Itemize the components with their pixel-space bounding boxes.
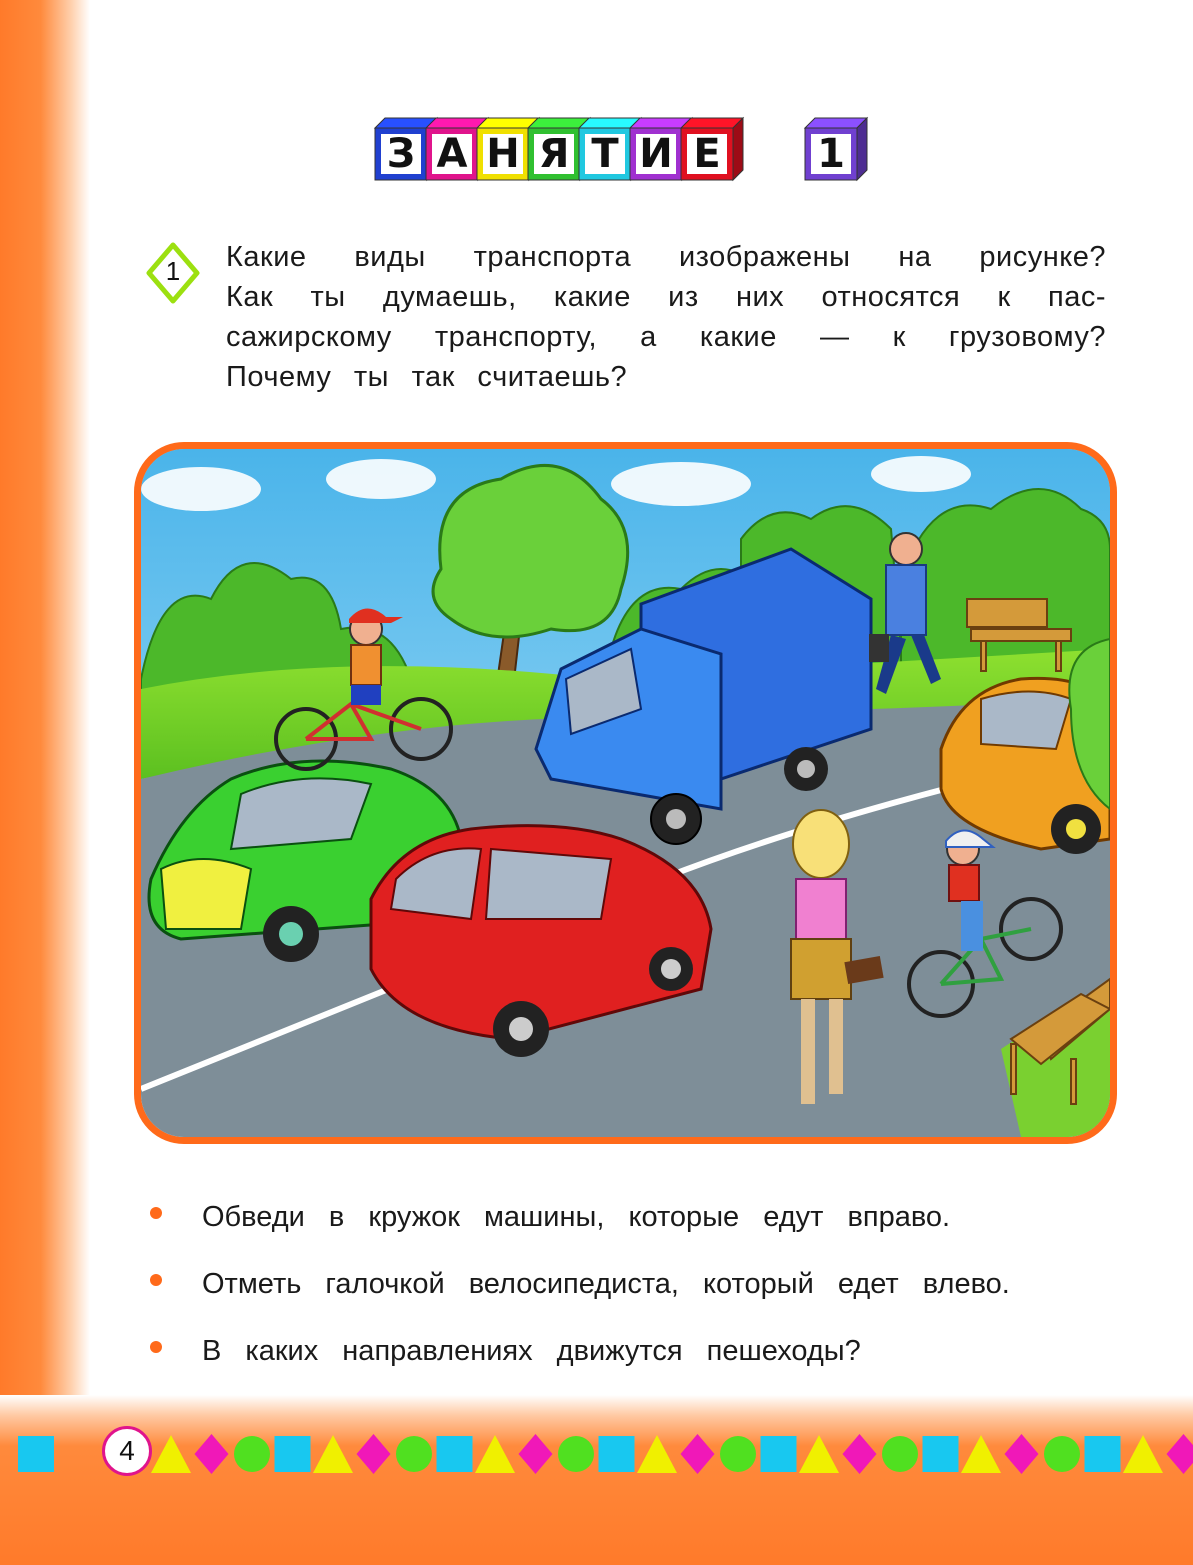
title-letter-cube: [528, 118, 580, 177]
cube-letter: 1: [817, 131, 845, 177]
task-number: 1: [165, 256, 181, 286]
list-item: [150, 1329, 1110, 1396]
strip-square: [761, 1436, 797, 1472]
list-item-text: Обведи в кружок машины, которые едут вправо.: [202, 1201, 951, 1233]
cube-letter: А: [436, 131, 468, 177]
strip-diamond: [519, 1434, 553, 1474]
strip-triangle: [475, 1435, 515, 1473]
decorative-shape-strip: [18, 1432, 1193, 1476]
strip-triangle: [637, 1435, 677, 1473]
strip-diamond: [843, 1434, 877, 1474]
strip-diamond: [195, 1434, 229, 1474]
strip-circle: [558, 1436, 594, 1472]
strip-diamond: [681, 1434, 715, 1474]
title-letter-cube: [426, 118, 478, 177]
lesson-title: [375, 118, 885, 198]
list-item-text: В каких направлениях движутся пешеходы?: [202, 1335, 861, 1367]
strip-diamond: [1005, 1434, 1039, 1474]
strip-square: [1085, 1436, 1121, 1472]
title-letter-cube: [579, 118, 631, 177]
strip-square: [275, 1436, 311, 1472]
left-margin-band: [0, 0, 90, 1565]
cube-letter: Т: [591, 131, 619, 177]
strip-triangle: [961, 1435, 1001, 1473]
instructions-list: [150, 1195, 1110, 1396]
strip-triangle: [151, 1435, 191, 1473]
title-letter-cube: [375, 118, 427, 177]
strip-triangle: [799, 1435, 839, 1473]
strip-diamond: [357, 1434, 391, 1474]
strip-square: [18, 1436, 54, 1472]
cube-letter: З: [386, 131, 416, 177]
bottom-band: [0, 1395, 1193, 1565]
strip-circle: [720, 1436, 756, 1472]
strip-triangle: [313, 1435, 353, 1473]
lesson-number-cube: [805, 118, 857, 177]
title-letter-cube: [681, 118, 733, 177]
list-item: [150, 1262, 1110, 1329]
strip-circle: [396, 1436, 432, 1472]
strip-square: [923, 1436, 959, 1472]
title-letter-cube: [630, 118, 682, 177]
question-line: Почему ты так считаешь?: [226, 361, 628, 393]
question-line: Как ты думаешь, какие из них относятся к пас-: [226, 281, 1106, 313]
strip-square: [437, 1436, 473, 1472]
page-number: 4: [102, 1426, 152, 1476]
cube-letter: И: [639, 131, 673, 177]
cube-letter: Е: [693, 131, 721, 177]
list-item-text: Отметь галочкой велосипедиста, который едет влево.: [202, 1268, 1010, 1300]
strip-diamond: [1167, 1434, 1193, 1474]
strip-circle: [234, 1436, 270, 1472]
bullet-dot: [150, 1341, 162, 1353]
strip-square: [599, 1436, 635, 1472]
traffic-illustration: [134, 442, 1117, 1144]
task-question: [226, 237, 1106, 397]
title-letter-cube: [477, 118, 529, 177]
list-item: [150, 1195, 1110, 1262]
question-line: Какие виды транспорта изображены на рисунке?: [226, 241, 1106, 273]
strip-circle: [1044, 1436, 1080, 1472]
question-line: сажирскому транспорту, а какие — к грузовому?: [226, 321, 1106, 353]
strip-triangle: [1123, 1435, 1163, 1473]
strip-circle: [882, 1436, 918, 1472]
cube-letter: Н: [486, 131, 520, 177]
bullet-dot: [150, 1207, 162, 1219]
bullet-dot: [150, 1274, 162, 1286]
cube-letter: Я: [538, 131, 570, 177]
task-number-badge: [146, 242, 200, 304]
